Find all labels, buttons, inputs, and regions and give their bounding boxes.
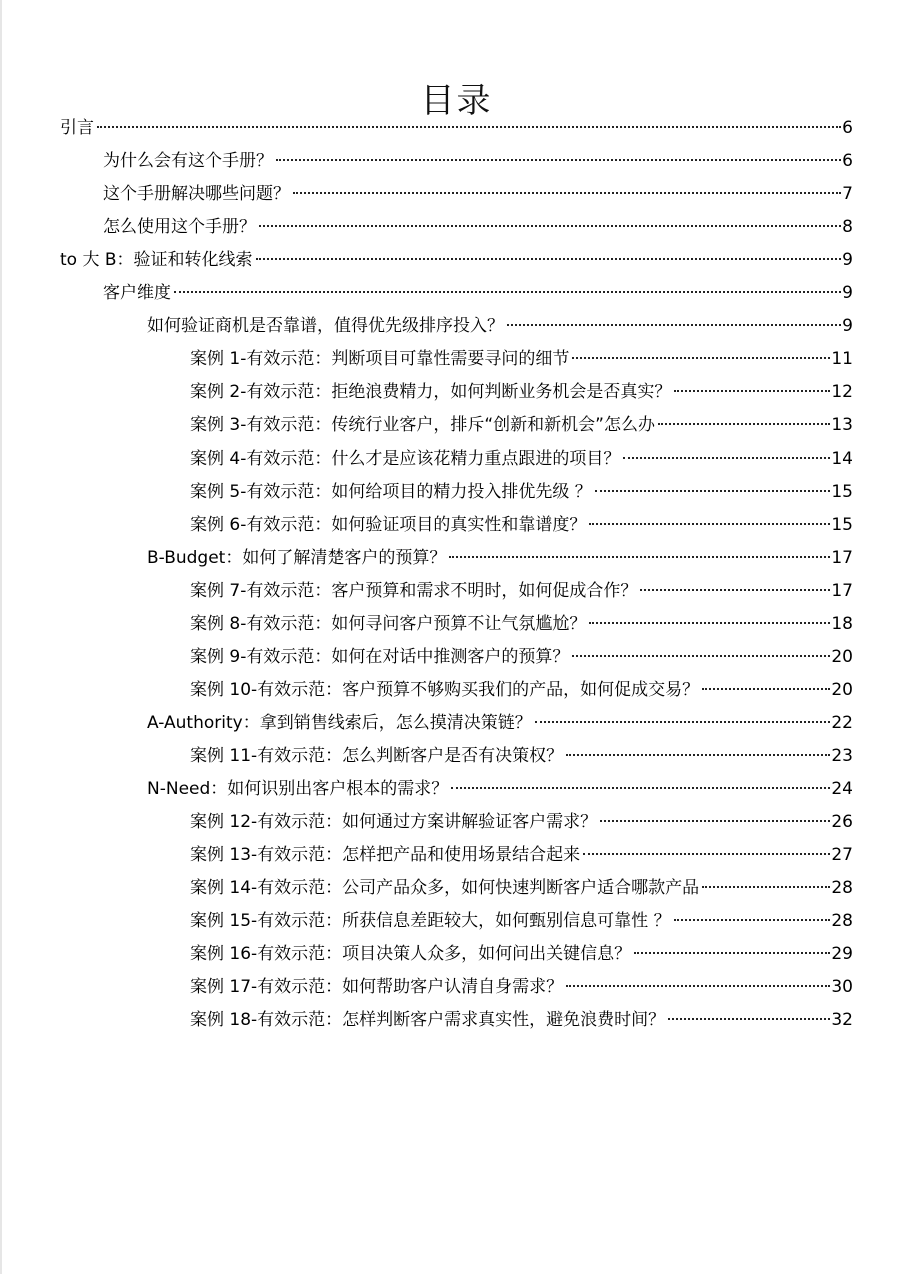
toc-entry-title: 案例 17-有效示范：如何帮助客户认清自身需求？ [190, 977, 564, 998]
dot-leader [674, 919, 831, 921]
toc-entry[interactable] [60, 112, 853, 145]
toc-page-number: 15 [831, 514, 853, 535]
toc-page-number: 23 [831, 745, 853, 766]
toc-entry[interactable] [190, 905, 853, 938]
toc-entry[interactable] [147, 542, 853, 575]
toc-entry[interactable] [190, 839, 853, 872]
page-title: 目录 [420, 80, 493, 121]
toc-entry[interactable] [103, 277, 853, 310]
toc-entry[interactable] [190, 608, 853, 641]
toc-page-number: 24 [831, 779, 853, 799]
toc-page-number: 20 [831, 679, 853, 700]
toc-entry-title: A-Authority：拿到销售线索后，怎么摸清决策链？ [147, 712, 532, 733]
toc-page-number: 8 [842, 217, 853, 238]
toc-entry-title: 案例 16-有效示范：项目决策人众多，如何问出关键信息？ [190, 944, 632, 965]
dot-leader [451, 787, 830, 789]
toc-page-number: 18 [831, 613, 853, 634]
toc-entry[interactable] [190, 409, 853, 442]
toc-entry-title: 案例 4-有效示范：什么才是应该花精力重点跟进的项目？ [190, 448, 621, 469]
dot-leader [256, 258, 842, 260]
toc-page-number: 26 [831, 812, 853, 833]
toc-page-number: 9 [842, 316, 853, 337]
toc-entry[interactable] [190, 509, 853, 542]
toc-entry-title: 案例 11-有效示范：怎么判断客户是否有决策权？ [190, 745, 564, 766]
dot-leader [583, 853, 830, 855]
toc-page-number: 11 [831, 349, 853, 370]
toc-page-number: 28 [831, 878, 853, 899]
toc-page-number: 32 [831, 1010, 853, 1031]
toc-entry-title: 案例 15-有效示范：所获信息差距较大，如何甄别信息可靠性 ？ [190, 911, 671, 932]
toc-page-number: 30 [831, 977, 853, 998]
toc-entry[interactable] [190, 1004, 853, 1037]
dot-leader [535, 721, 831, 723]
toc-page-number: 7 [842, 184, 853, 205]
toc-page-number: 17 [831, 580, 853, 601]
toc-entry-title: to 大 B：验证和转化线索 [60, 250, 253, 271]
dot-leader [589, 622, 830, 624]
toc-page-number: 29 [831, 944, 853, 965]
dot-leader [174, 291, 841, 293]
toc-page-number: 17 [831, 547, 853, 568]
toc-entry-title: 怎么使用这个手册？ [103, 217, 256, 238]
dot-leader [668, 1018, 830, 1020]
dot-leader [589, 523, 830, 525]
toc-entry-title: 为什么会有这个手册？ [103, 151, 273, 172]
toc-page-number: 27 [831, 845, 853, 866]
dot-leader [658, 423, 830, 425]
toc-entry[interactable] [190, 806, 853, 839]
toc-page-number: 13 [831, 415, 853, 436]
toc-entry-title: 案例 5-有效示范：如何给项目的精力投入排优先级 ？ [190, 481, 592, 502]
toc-entry[interactable] [147, 310, 853, 343]
toc-page-number: 14 [831, 448, 853, 469]
toc-page-number: 6 [842, 151, 853, 172]
toc-entry-title: 案例 6-有效示范：如何验证项目的真实性和靠谱度？ [190, 514, 587, 535]
toc-entry[interactable] [190, 938, 853, 971]
toc-entry[interactable] [190, 641, 853, 674]
dot-leader [507, 324, 841, 326]
toc-page-number: 22 [831, 712, 853, 733]
toc-entry-title: 如何验证商机是否靠谱，值得优先级排序投入？ [147, 316, 504, 337]
toc-entry[interactable] [190, 575, 853, 608]
toc-page-number: 15 [831, 481, 853, 502]
dot-leader [276, 159, 841, 161]
dot-leader [449, 556, 830, 558]
toc-entry[interactable] [103, 178, 853, 211]
toc-entry[interactable] [190, 674, 853, 707]
toc-entry-title: 案例 10-有效示范：客户预算不够购买我们的产品，如何促成交易？ [190, 679, 700, 700]
toc-entry-title: 案例 14-有效示范：公司产品众多，如何快速判断客户适合哪款产品 [190, 878, 700, 899]
toc-entry-title: 案例 7-有效示范：客户预算和需求不明时，如何促成合作？ [190, 580, 638, 601]
dot-leader [293, 192, 841, 194]
toc-page-number: 12 [831, 382, 853, 403]
dot-leader [702, 688, 830, 690]
toc-entry-title: 引言 [60, 118, 94, 138]
toc-entry-title: 这个手册解决哪些问题？ [103, 184, 290, 205]
toc-entry[interactable] [190, 343, 853, 376]
toc-entry[interactable] [103, 145, 853, 178]
toc-entry-title: 案例 1-有效示范：判断项目可靠性需要寻问的细节 [190, 349, 570, 370]
toc-entry-title: 客户维度 [103, 283, 171, 304]
toc-entry[interactable] [103, 211, 853, 244]
toc-page-number: 20 [831, 646, 853, 667]
toc-entry-title: 案例 13-有效示范：怎样把产品和使用场景结合起来 [190, 845, 581, 866]
dot-leader [566, 754, 830, 756]
toc-entry-title: 案例 12-有效示范：如何通过方案讲解验证客户需求？ [190, 812, 598, 833]
dot-leader [566, 985, 830, 987]
dot-leader [702, 886, 830, 888]
dot-leader [634, 952, 830, 954]
toc-entry[interactable] [147, 773, 853, 806]
dot-leader [600, 820, 830, 822]
toc-entry[interactable] [190, 971, 853, 1004]
dot-leader [97, 126, 841, 128]
toc-entry-title: 案例 3-有效示范：传统行业客户，排斥“创新和新机会”怎么办 [190, 415, 655, 436]
dot-leader [640, 589, 830, 591]
toc-entry[interactable] [190, 443, 853, 476]
dot-leader [259, 225, 841, 227]
dot-leader [572, 357, 830, 359]
dot-leader [572, 655, 830, 657]
toc-entry[interactable] [147, 707, 853, 740]
toc-entry[interactable] [190, 376, 853, 409]
toc-entry-title: 案例 9-有效示范：如何在对话中推测客户的预算？ [190, 646, 570, 667]
dot-leader [595, 490, 831, 492]
dot-leader [623, 457, 830, 459]
toc-entry-title: 案例 8-有效示范：如何寻问客户预算不让气氛尴尬？ [190, 613, 587, 634]
toc-page-number: 28 [831, 911, 853, 932]
dot-leader [674, 390, 830, 392]
toc-entry-title: 案例 2-有效示范：拒绝浪费精力，如何判断业务机会是否真实？ [190, 382, 672, 403]
toc-entry[interactable] [190, 872, 853, 905]
toc-entry-title: 案例 18-有效示范：怎样判断客户需求真实性，避免浪费时间？ [190, 1010, 666, 1031]
toc-entry[interactable] [60, 244, 853, 277]
toc-page-number: 9 [842, 283, 853, 304]
toc-entry-title: N-Need：如何识别出客户根本的需求？ [147, 779, 449, 799]
toc-entry[interactable] [190, 740, 853, 773]
toc-page-number: 9 [842, 250, 853, 271]
toc-page-number: 6 [842, 118, 853, 138]
toc-entry[interactable] [190, 476, 853, 509]
toc-entry-title: B-Budget：如何了解清楚客户的预算？ [147, 547, 447, 568]
